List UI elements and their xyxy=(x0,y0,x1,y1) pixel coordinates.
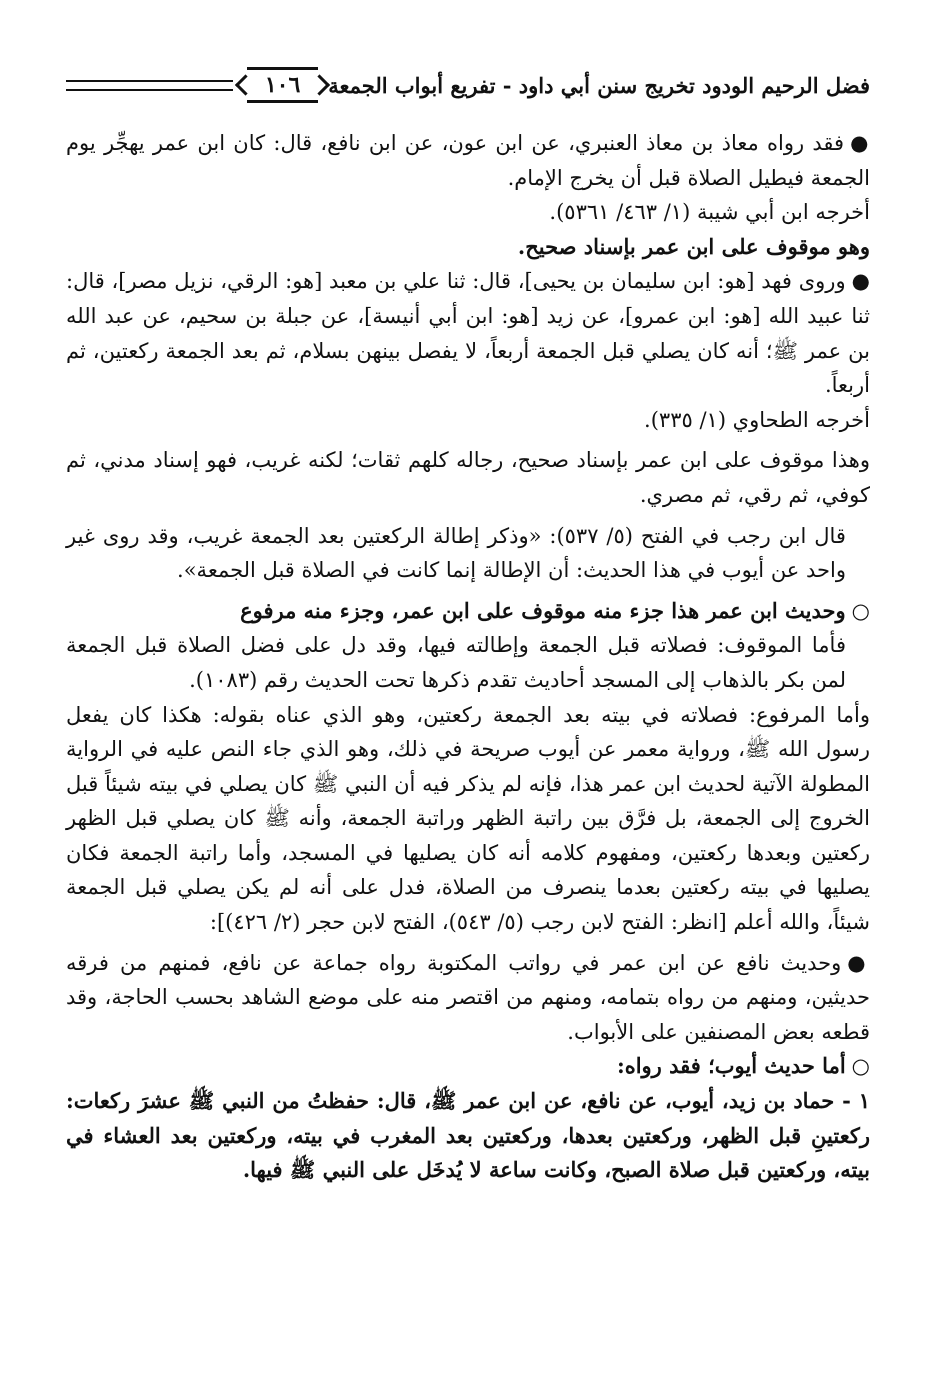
paragraph-11 xyxy=(66,946,870,1050)
paragraph-text: أما حديث أيوب؛ فقد رواه: xyxy=(616,1053,846,1079)
paragraph-7 xyxy=(66,519,870,588)
paragraph-1 xyxy=(66,126,870,195)
paragraph-text: وحديث ابن عمر هذا جزء منه موقوف على ابن عمر، وجزء منه مرفوع xyxy=(240,597,846,623)
paragraph-12 xyxy=(66,1049,870,1084)
paragraph-13 xyxy=(66,1084,870,1188)
paragraph-text: فأما الموقوف: فصلاته قبل الجمعة وإطالته فيها، وقد دل على فضل الصلاة قبل الجمعة لمن بكر بالذهاب إلى المسجد أحاديث تقدم ذكرها تحت الحديث رقم (١٠٨٣). xyxy=(66,633,846,692)
page-number: ١٠٦ xyxy=(247,67,318,103)
paragraph-text: وأما المرفوع: فصلاته في بيته بعد الجمعة ركعتين، وهو الذي عناه بقوله: هكذا كان يفعل رسول الله ﷺ، ورواية معمر عن أيوب صريحة في ذلك، وهو الذي جاء النص عليه في الرواية المطولة الآتية لحديث ابن عمر هذا، فإنه لم يذكر فيه أن النبي ﷺ كان يصلي في بيته شيئاً قبل الخروج إلى الجمعة، بل فرَّق بين راتبة الظهر وراتبة الجمعة، وأنه ﷺ كان يصلي قبل الظهر ركعتين وبعدها ركعتين، ومفهوم كلامه أنه كان يصليها في المسجد، وأما راتبة الجمعة فكان يصليها في بيته ركعتين بعدما ينصرف من الصلاة، فدل على أنه لم يكن يصلي قبل الجمعة شيئاً، والله أعلم [انظر: الفتح لابن رجب (٥/ ٥٤٣)، الفتح لابن حجر (٢/ ٤٢٦)]: xyxy=(66,702,870,935)
paragraph-text: فقد رواه معاذ بن معاذ العنبري، عن ابن عون، عن ابن نافع، قال: كان ابن عمر يهجِّر يوم الجمعة فيطيل الصلاة قبل أن يخرج الإمام. xyxy=(66,131,870,190)
bullet-hollow-icon: ○ xyxy=(851,1053,870,1079)
bullet-filled-icon: ● xyxy=(847,949,871,975)
paragraph-6 xyxy=(66,443,870,512)
paragraph-8 xyxy=(66,594,870,629)
paragraph-text: أخرجه الطحاوي (١/ ٣٣٥). xyxy=(644,407,870,432)
header-rule xyxy=(66,80,233,91)
paragraph-text: قال ابن رجب في الفتح (٥/ ٥٣٧): «وذكر إطالة الركعتين بعد الجمعة غريب، وقد روى غير واحد عن أيوب في هذا الحديث: أن الإطالة إنما كانت في الصلاة قبل الجمعة». xyxy=(66,523,846,583)
bullet-filled-icon: ● xyxy=(850,130,870,155)
paragraph-text: أخرجه ابن أبي شيبة (١/ ٤٦٣/ ٥٣٦١). xyxy=(549,200,870,225)
paragraph-text: وهذا موقوف على ابن عمر بإسناد صحيح، رجاله كلهم ثقات؛ لكنه غريب، فهو إسناد مدني، ثم كوفي، ثم رقي، ثم مصري. xyxy=(66,448,870,507)
paragraph-4 xyxy=(66,264,870,402)
paragraph-text: ١ - حماد بن زيد، أيوب، عن نافع، عن ابن عمر ﷺ، قال: حفظتُ من النبي ﷺ عشرَ ركعات: ركعتينِ قبل الظهر، وركعتين بعدها، وركعتين بعد المغرب في بيته، وركعتين بعد العشاء في بيته، وركعتين قبل صلاة الصبح، وكانت ساعة لا يُدخَل على النبي ﷺ فيها. xyxy=(66,1088,870,1183)
paragraph-text: وحديث نافع عن ابن عمر في رواتب المكتوبة رواه جماعة عن نافع، فمنهم من فرقه حديثين، ومنهم من رواه بتمامه، ومنهم من اقتصر منه على موضع الشاهد بحسب الحاجة، وقد قطعه بعض المصنفين على الأبواب. xyxy=(66,950,870,1044)
paragraph-10 xyxy=(66,698,870,940)
paragraph-9 xyxy=(66,628,870,697)
page-header xyxy=(66,62,870,108)
running-title: فضل الرحيم الودود تخريج سنن أبي داود - تفريع أبواب الجمعة xyxy=(328,72,870,98)
paragraph-text: وهو موقوف على ابن عمر بإسناد صحيح. xyxy=(517,233,870,259)
paragraph-3 xyxy=(66,230,870,265)
paragraph-text: وروى فهد [هو: ابن سليمان بن يحيى]، قال: ثنا علي بن معبد [هو: الرقي، نزيل مصر]، قال: ثنا عبيد الله [هو: ابن عمرو]، عن زيد [هو: ابن أبي أنيسة]، عن جبلة بن سحيم، عن عبد الله بن عمر ﷺ؛ أنه كان يصلي قبل الجمعة أربعاً، لا يفصل بينهن بسلام، ثم بعد الجمعة ركعتين، ثم أربعاً. xyxy=(66,269,870,398)
bullet-hollow-icon: ○ xyxy=(851,597,870,623)
paragraph-2 xyxy=(66,195,870,230)
paragraph-5 xyxy=(66,403,870,438)
bullet-filled-icon: ● xyxy=(851,268,870,294)
page-body xyxy=(66,126,870,1188)
